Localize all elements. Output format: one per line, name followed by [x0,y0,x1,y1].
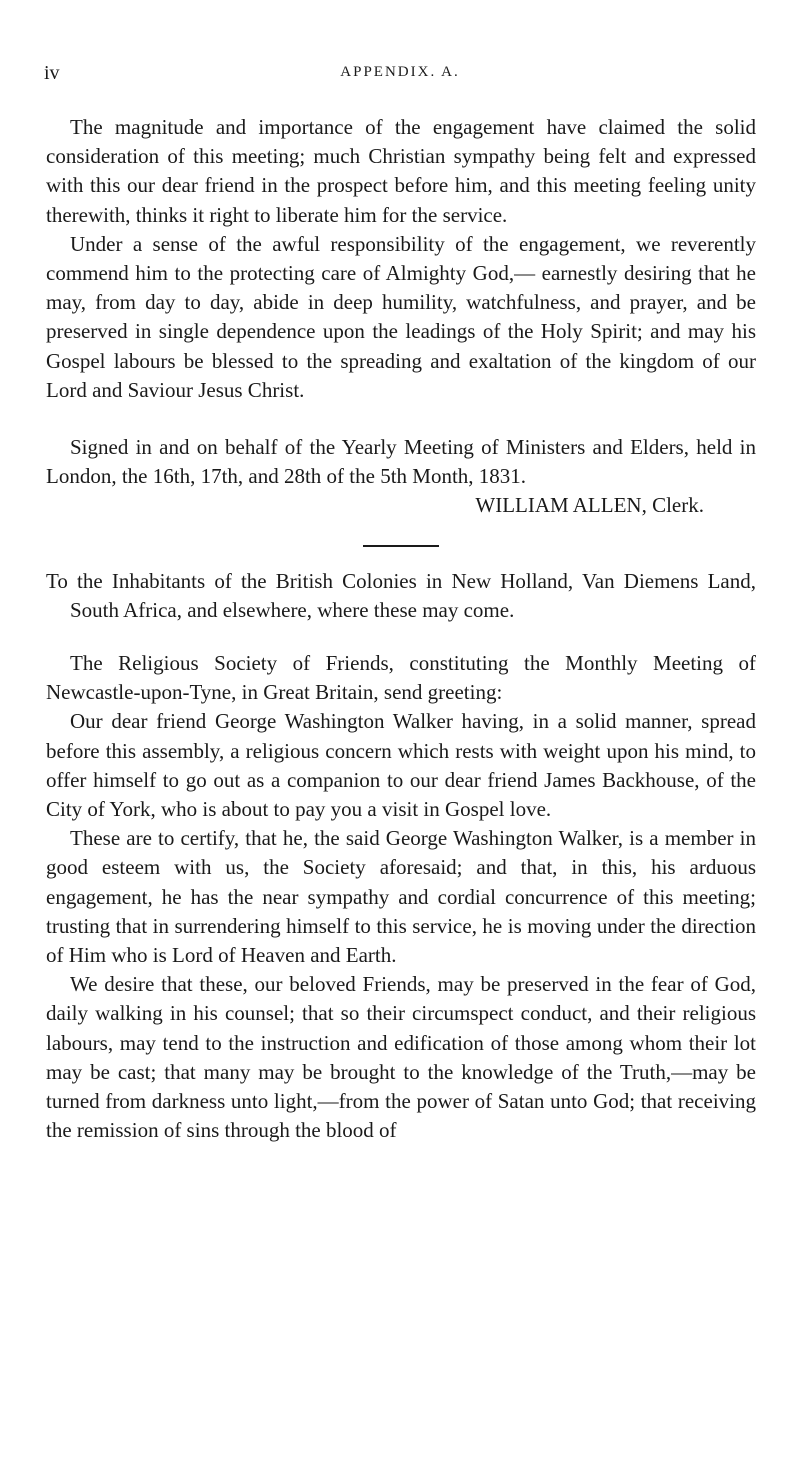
paragraph-spacer [46,625,756,649]
paragraph-commendation: Under a sense of the awful responsibility of the engagement, we reverently commend him to the protecting care of Almighty God,— earnestly desiring that he may, from day to day, abide in deep humility, watchfulness, and prayer, and be preserved in single dependence upon the leadings of the Holy Spirit; and may his Gospel labours be blessed to the spreading and exaltation of the kingdom of our Lord and Saviour Jesus Christ. [46,231,756,402]
paragraph-certify: These are to certify, that he, the said George Washington Walker, is a member in good esteem with us, the Society aforesaid; and that, in this, his arduous engagement, he has the near sympathy and cordial concurrence of this meeting; trusting that in surrendering himself to this service, he is moving under the direction of Him who is Lord of Heaven and Earth. [46,826,756,968]
paragraph-concern: Our dear friend George Washington Walker having, in a solid manner, spread before this assembly, a religious concern which rests with weight upon his mind, to offer himself to go out as a companion to our dear friend James Backhouse, of the City of York, who is about to pay you a visit in Gospel love. [46,709,756,822]
running-head [44,62,756,92]
paragraph-spacer [46,405,756,433]
running-title: APPENDIX. A. [340,64,460,80]
paragraph-desire: We desire that these, our beloved Friends, may be preserved in the fear of God, daily walking in his counsel; that so their circumspect conduct, and their religious labours, may tend to the instruction and edification of those among whom their lot may be cast; that many may be brought to the knowledge of the Truth,—may be turned from darkness unto light,—from the power of Satan unto God; that receiving the remission of sins through the blood of [46,972,756,1143]
section-divider [363,545,439,547]
page-number: iv [44,62,60,84]
paragraph-greeting: The Religious Society of Friends, constituting the Monthly Meeting of Newcastle-upon-Tyne, in Great Britain, send greeting: [46,651,756,705]
paragraph-signed: Signed in and on behalf of the Yearly Meeting of Ministers and Elders, held in London, the 16th, 17th, and 28th of the 5th Month, 1831. [46,435,756,489]
clerk-signature: WILLIAM ALLEN, Clerk. [475,493,704,518]
address-heading: To the Inhabitants of the British Colonies in New Holland, Van Diemens Land, South Africa, and elsewhere, where these may come. [46,568,756,622]
paragraph-engagement: The magnitude and importance of the engagement have claimed the solid consideration of this meeting; much Christian sympathy being felt and expressed with this our dear friend in the prospect before him, and this meeting feeling unity therewith, thinks it right to liberate him for the service. [46,115,756,227]
body-text [46,113,756,1146]
